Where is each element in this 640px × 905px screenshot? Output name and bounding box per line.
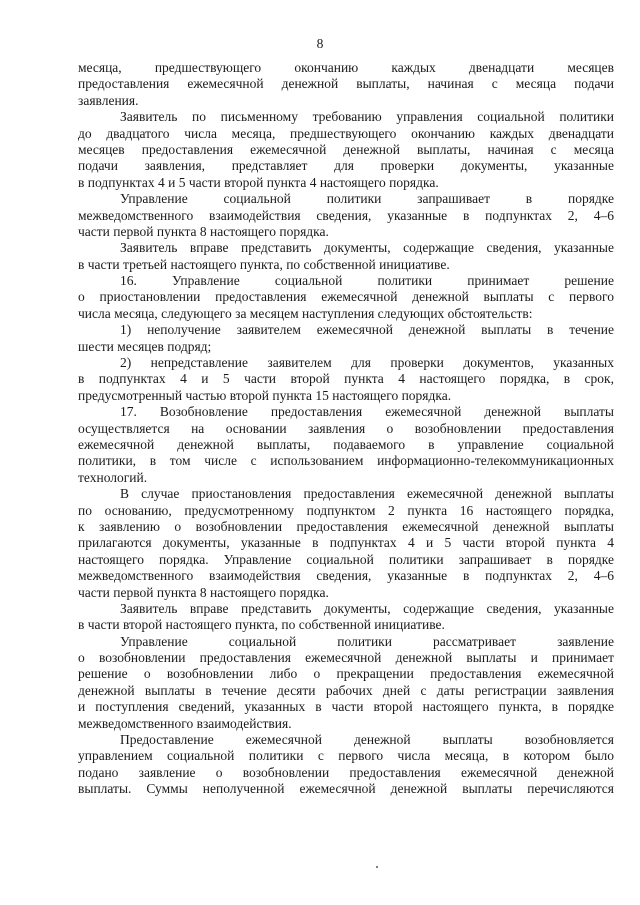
text-line: настоящего порядка. Управление социальной политики запрашивает в порядке (78, 551, 614, 567)
text-line: 2) непредставление заявителем для проверки документов, указанных (120, 355, 614, 371)
text-line: по основанию, предусмотренному подпунктом 2 пункта 16 настоящего порядка, (78, 502, 614, 518)
text-line: денежной выплаты в течение десяти рабочих дней с даты регистрации заявления (78, 682, 614, 698)
text-line: в части второй настоящего пункта, по собственной инициативе. (78, 617, 445, 633)
text-line: Предоставление ежемесячной денежной выплаты возобновляется (120, 732, 614, 748)
text-line: Управление социальной политики рассматривает заявление (120, 633, 614, 649)
paragraph (78, 355, 614, 404)
text-line: межведомственного взаимодействия сведения, указанные в подпунктах 2, 4–6 (78, 207, 614, 223)
text-line: 17. Возобновление предоставления ежемесячной денежной выплаты (120, 404, 614, 420)
paragraph (78, 273, 614, 322)
paragraph (78, 634, 614, 732)
text-line: заявления. (78, 92, 139, 108)
text-line: месяца, предшествующего окончанию каждых двенадцати месяцев (78, 60, 614, 75)
text-line: межведомственного взаимодействия сведения, указанные в подпунктах 2, 4–6 (78, 568, 614, 584)
paragraph (78, 486, 614, 601)
text-line: Заявитель вправе представить документы, содержащие сведения, указанные (120, 600, 614, 616)
text-line: до двадцатого числа месяца, предшествующего окончанию каждых двенадцати (78, 125, 614, 141)
paragraph (78, 60, 614, 109)
text-line: предусмотренный частью второй пункта 15 настоящего порядка. (78, 387, 452, 403)
paragraph (78, 404, 614, 486)
text-line: подано заявление о возобновлении предоставления ежемесячной денежной (78, 764, 614, 780)
paragraph (78, 601, 614, 634)
text-line: предоставления ежемесячной денежной выплаты, начиная с месяца подачи (78, 76, 614, 92)
text-line: ежемесячной денежной выплаты, подаваемого в управление социальной (78, 436, 614, 452)
text-line: осуществляется на основании заявления о возобновлении предоставления (78, 420, 614, 436)
text-line: управлением социальной политики с первого числа месяца, в котором было (78, 748, 614, 764)
text-line: прилагаются документы, указанные в подпунктах 4 и 5 части второй пункта 4 (78, 535, 614, 551)
text-line: подачи заявления, представляет для проверки документы, указанные (78, 158, 614, 174)
text-line: части первой пункта 8 настоящего порядка. (78, 223, 329, 239)
paragraph (78, 191, 614, 240)
text-line: В случае приостановления предоставления ежемесячной денежной выплаты (120, 486, 614, 502)
text-line: в подпунктах 4 и 5 части второй пункта 4 настоящего порядка. (78, 174, 439, 190)
paragraph (78, 109, 614, 191)
text-line: числа месяца, следующего за месяцем наступления следующих обстоятельств: (78, 305, 533, 321)
text-line: технологий. (78, 469, 148, 485)
text-line: о возобновлении предоставления ежемесячной денежной выплаты и принимает (78, 650, 614, 666)
text-line: и поступления сведений, указанных в части второй настоящего пункта, в порядке (78, 699, 614, 715)
text-line: межведомственного взаимодействия. (78, 715, 292, 731)
scan-speck (376, 866, 378, 868)
text-line: месяцев предоставления ежемесячной денежной выплаты, начиная с месяца (78, 141, 614, 157)
text-line: шести месяцев подряд; (78, 338, 212, 354)
text-line: 16. Управление социальной политики принимает решение (120, 273, 614, 289)
text-line: Заявитель вправе представить документы, содержащие сведения, указанные (120, 240, 614, 256)
document-body (78, 60, 614, 798)
text-line: 1) неполучение заявителем ежемесячной денежной выплаты в течение (120, 322, 614, 338)
paragraph (78, 322, 614, 355)
text-line: Управление социальной политики запрашивает в порядке (120, 191, 614, 207)
paragraph (78, 732, 614, 798)
page-number: 8 (316, 36, 324, 51)
text-line: в подпунктах 4 и 5 части второй пункта 4 настоящего порядка, в срок, (78, 371, 614, 387)
text-line: к заявлению о возобновлении предоставления ежемесячной денежной выплаты (78, 518, 614, 534)
paragraph (78, 240, 614, 273)
text-line: Заявитель по письменному требованию управления социальной политики (120, 109, 614, 125)
text-line: о приостановлении предоставления ежемесячной денежной выплаты с первого (78, 289, 614, 305)
text-line: в части третьей настоящего пункта, по собственной инициативе. (78, 256, 450, 272)
text-line: части первой пункта 8 настоящего порядка. (78, 584, 329, 600)
text-line: решение о возобновлении либо о прекращении предоставления ежемесячной (78, 666, 614, 682)
text-line: политики, в том числе с использованием информационно-телекоммуникационных (78, 453, 614, 469)
text-line: выплаты. Суммы неполученной ежемесячной денежной выплаты перечисляются (78, 781, 614, 797)
